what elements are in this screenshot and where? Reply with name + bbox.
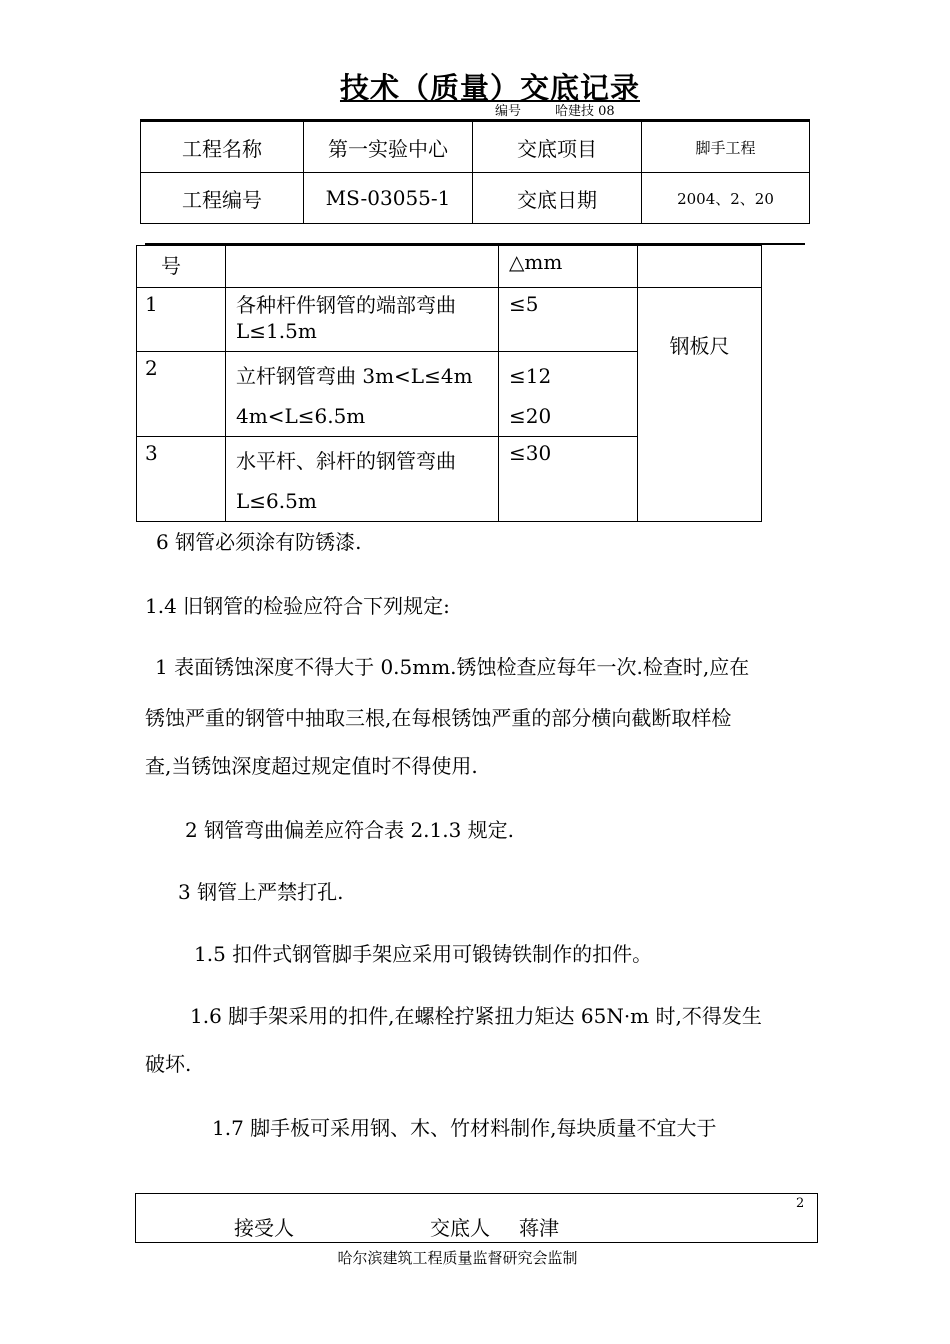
item-value: 脚手工程 xyxy=(642,122,810,173)
spec-header-item xyxy=(226,246,499,288)
page-number: 2 xyxy=(796,1196,805,1211)
page-title: 技术（质量）交底记录 xyxy=(339,71,640,105)
spec-table xyxy=(136,245,762,522)
project-name-label: 工程名称 xyxy=(141,122,304,173)
spec-header-tool xyxy=(638,246,762,288)
spec-row-no: 3 xyxy=(137,437,226,522)
discloser-name: 蒋津 xyxy=(519,1216,559,1240)
spec-row-item-line: L≤6.5m xyxy=(236,489,317,513)
project-name: 第一实验中心 xyxy=(304,122,473,173)
spec-row-tolerance-line: ≤20 xyxy=(509,404,552,428)
receiver-label: 接受人 xyxy=(234,1216,294,1240)
date-value: 2004、2、20 xyxy=(642,173,810,224)
signature-box xyxy=(135,1193,818,1243)
ref-value: 哈建技 08 xyxy=(555,104,615,119)
spec-row-item xyxy=(226,288,499,352)
paragraph: 锈蚀严重的钢管中抽取三根,在每根锈蚀严重的部分横向截断取样检 xyxy=(145,706,732,730)
spec-row-item-line: L≤1.5m xyxy=(236,319,317,343)
ref-label: 编号 xyxy=(495,104,522,119)
spec-tool: 钢板尺 xyxy=(638,288,762,522)
header-table xyxy=(140,121,810,224)
spec-row-tolerance: ≤30 xyxy=(499,437,638,522)
paragraph: 1.4 旧钢管的检验应符合下列规定: xyxy=(145,594,450,618)
spec-row-tolerance xyxy=(499,352,638,437)
paragraph: 3 钢管上严禁打孔. xyxy=(178,880,344,904)
paragraph: 1.5 扣件式钢管脚手架应采用可锻铸铁制作的扣件。 xyxy=(194,942,653,966)
spec-row-item-line: 水平杆、斜杆的钢管弯曲 xyxy=(236,449,456,473)
project-no: MS-03055-1 xyxy=(304,173,473,224)
spec-row-item-line: 立杆钢管弯曲 3m<L≤4m xyxy=(236,364,473,388)
project-no-label: 工程编号 xyxy=(141,173,304,224)
spec-row-tolerance-line: ≤12 xyxy=(509,364,552,388)
spec-row-item-line: 4m<L≤6.5m xyxy=(236,404,366,428)
spec-header-no: 号 xyxy=(137,246,226,288)
paragraph: 6 钢管必须涂有防锈漆. xyxy=(156,530,362,554)
spec-row-no: 1 xyxy=(137,288,226,352)
paragraph: 查,当锈蚀深度超过规定值时不得使用. xyxy=(145,754,478,778)
item-label: 交底项目 xyxy=(473,122,642,173)
paragraph: 2 钢管弯曲偏差应符合表 2.1.3 规定. xyxy=(185,818,515,842)
spec-header-tolerance: △mm xyxy=(499,246,638,288)
date-label: 交底日期 xyxy=(473,173,642,224)
paragraph: 1.7 脚手板可采用钢、木、竹材料制作,每块质量不宜大于 xyxy=(212,1116,717,1140)
spec-row-no: 2 xyxy=(137,352,226,437)
spec-row-item xyxy=(226,352,499,437)
spec-row-item xyxy=(226,437,499,522)
spec-row-item-line: 各种杆件钢管的端部弯曲 xyxy=(236,293,456,317)
paragraph: 破坏. xyxy=(145,1052,192,1076)
spec-row-tolerance: ≤5 xyxy=(499,288,638,352)
footer-caption: 哈尔滨建筑工程质量监督研究会监制 xyxy=(337,1249,578,1267)
paragraph: 1.6 脚手架采用的扣件,在螺栓拧紧扭力矩达 65N·m 时,不得发生 xyxy=(190,1004,762,1028)
discloser-label: 交底人 xyxy=(430,1216,490,1240)
paragraph: 1 表面锈蚀深度不得大于 0.5mm.锈蚀检查应每年一次.检查时,应在 xyxy=(155,655,750,679)
